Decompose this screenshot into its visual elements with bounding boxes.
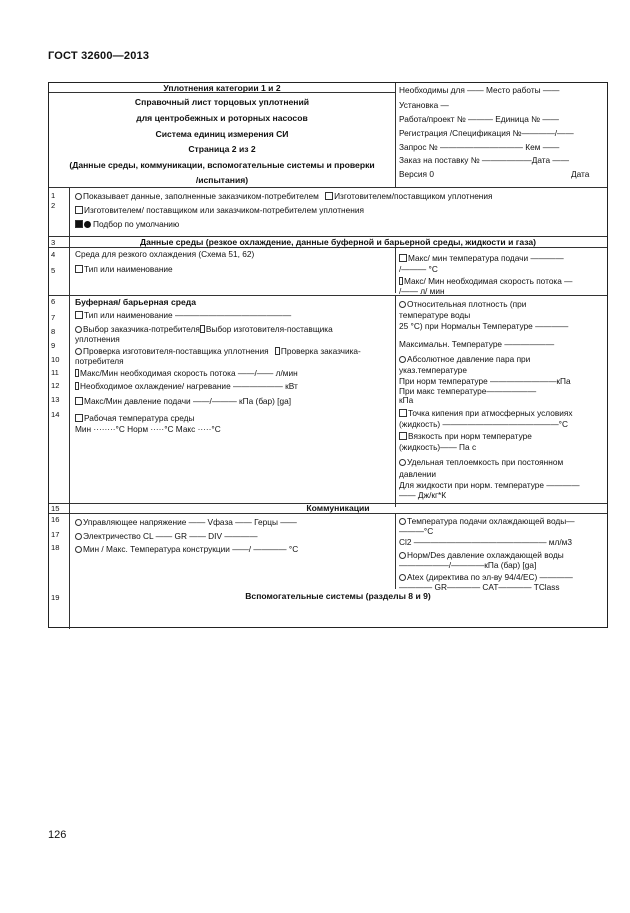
- right-header-3: Работа/проект № ——— Единица № ——: [399, 114, 559, 124]
- vapor-pressure-unit: кПа: [399, 395, 414, 405]
- header-line-4: Система единиц измерения СИ: [155, 129, 289, 139]
- column-divider: [395, 247, 396, 293]
- checkbox-icon[interactable]: [399, 254, 407, 262]
- checkbox-icon[interactable]: [325, 192, 333, 200]
- boiling-point-field[interactable]: (жидкость) ——————————————°С: [399, 419, 568, 429]
- heat-capacity-field[interactable]: Для жидкости при норм. температуре ————: [399, 480, 580, 490]
- cl2-field[interactable]: Cl2 ———————————————— мл/м3: [399, 537, 572, 547]
- checkbox-icon[interactable]: [75, 382, 79, 390]
- density-field[interactable]: 25 °С) при Нормальн Температуре ————: [399, 321, 569, 331]
- row-number: 7: [51, 313, 56, 322]
- checkbox-icon[interactable]: [75, 369, 79, 377]
- quench-temp-field[interactable]: Макс/ мин температура подачи ————: [399, 253, 564, 263]
- atex-field[interactable]: ———— GR———— CAT———— TClass: [399, 582, 560, 592]
- row-number: 6: [51, 297, 56, 306]
- working-temp-values[interactable]: Мин ········°С Норм ·····°С Макс ·····°С: [75, 424, 221, 434]
- row-number: 9: [51, 341, 56, 350]
- checkbox-icon[interactable]: [399, 409, 407, 417]
- density-label: Относительная плотность (при: [399, 299, 526, 309]
- row-number: 1: [51, 191, 56, 200]
- right-header-6: Заказ на поставку № ——————Дата ——: [399, 155, 569, 165]
- selection-row: Выбор заказчика-потребителя Выбор изготовителя-поставщика: [75, 324, 333, 334]
- selection-row-cont: уплотнения: [75, 334, 120, 344]
- section-title-3: Данные среды (резкое охлаждение, данные буферной и барьерной среды, жидкости и газа): [139, 237, 537, 247]
- datasheet-frame: [48, 82, 608, 628]
- cooling-water-pressure-label: Норм/Des давление охлаждающей воды: [399, 550, 564, 560]
- header-line-7: /испытания): [195, 175, 249, 185]
- quench-medium-label: Среда для резкого охлаждения (Схема 51, 62): [75, 249, 255, 259]
- rule: [49, 247, 607, 248]
- row-number: 4: [51, 250, 56, 259]
- row-number: 17: [51, 530, 60, 539]
- filled-circle-icon: [84, 221, 91, 228]
- row-number: 16: [51, 515, 60, 524]
- row-number: 15: [51, 504, 60, 513]
- quench-flow-field[interactable]: Макс/ Мин необходимая скорость потока —: [399, 276, 572, 286]
- rule: [49, 295, 607, 296]
- row-number: 14: [51, 410, 60, 419]
- right-header-4: Регистрация /Спецификация №————/——: [399, 128, 574, 138]
- radio-icon[interactable]: [75, 533, 82, 540]
- buffer-medium-title: Буферная/ барьерная среда: [75, 297, 196, 307]
- vapor-pressure-cont: указ.температуре: [399, 365, 467, 375]
- radio-icon[interactable]: [399, 301, 406, 308]
- viscosity-label: Вязкость при норм температуре: [399, 431, 532, 441]
- checkbox-icon[interactable]: [399, 277, 403, 285]
- row-number: 19: [51, 593, 60, 602]
- header-line-2: Справочный лист торцовых уплотнений: [134, 97, 310, 107]
- column-divider: [395, 513, 396, 589]
- section-title-19: Вспомогательные системы (разделы 8 и 9): [245, 591, 431, 601]
- quench-flow-unit: /—— л/ мин: [399, 286, 445, 296]
- right-header-date: Дата: [571, 169, 590, 179]
- right-header-5: Запрос № —————————— Кем ——: [399, 142, 560, 152]
- heat-capacity-label: Удельная теплоемкость при постоянном: [399, 457, 563, 467]
- row-number: 18: [51, 543, 60, 552]
- buffer-type-field[interactable]: Тип или наименование ——————————————: [75, 310, 291, 320]
- flow-rate-field[interactable]: Макс/Мин необходимая скорость потока ——/—— л/мин: [75, 368, 298, 378]
- column-divider: [395, 295, 396, 507]
- atex-label: Atex (директива по эл-ву 94/4/ЕС) ————: [399, 572, 573, 582]
- radio-icon[interactable]: [399, 518, 406, 525]
- row-number: 11: [51, 368, 59, 377]
- checkbox-icon[interactable]: [200, 325, 205, 333]
- rule: [49, 187, 607, 188]
- max-temp-field[interactable]: Максимальн. Температуре ——————: [399, 339, 555, 349]
- heat-capacity-cont: давлении: [399, 469, 436, 479]
- radio-icon[interactable]: [75, 326, 82, 333]
- voltage-field[interactable]: Управляющее напряжение —— Vфаза —— Герцы ——: [75, 517, 297, 527]
- row-number: 5: [51, 266, 56, 275]
- legend-row-1: Показывает данные, заполненные заказчиком-потребителем Изготовителем/поставщиком уплотнения: [75, 191, 493, 201]
- header-line-3: для центробежных и роторных насосов: [136, 113, 308, 123]
- number-column-divider: [69, 187, 70, 629]
- cooling-water-temp-field[interactable]: ———°С: [399, 526, 434, 536]
- header-line-5: Страница 2 из 2: [188, 144, 256, 154]
- radio-icon[interactable]: [75, 193, 82, 200]
- electricity-field[interactable]: Электричество CL —— GR —— DIV ————: [75, 531, 258, 541]
- row-number: 10: [51, 355, 60, 364]
- radio-icon[interactable]: [399, 574, 406, 581]
- legend-row-3: Подбор по умолчанию: [75, 219, 179, 229]
- radio-icon[interactable]: [399, 356, 406, 363]
- row-number: 12: [51, 381, 60, 390]
- right-header-version: Версия 0: [399, 169, 434, 179]
- section-title-15: Коммуникации: [306, 503, 370, 513]
- quench-type-field[interactable]: Тип или наименование: [75, 264, 173, 274]
- check-row-cont: потребителя: [75, 356, 124, 366]
- checkbox-icon[interactable]: [75, 206, 83, 214]
- radio-icon[interactable]: [75, 519, 82, 526]
- header-divider: [395, 83, 396, 187]
- row-number: 13: [51, 395, 60, 404]
- header-line-6: (Данные среды, коммуникации, вспомогательные системы и проверки: [69, 160, 375, 170]
- rule: [49, 513, 607, 514]
- checkbox-icon[interactable]: [399, 432, 407, 440]
- vapor-pressure-max[interactable]: При макс температуре——————: [399, 386, 537, 396]
- cooling-water-temp-label: Температура подачи охлаждающей воды—: [399, 516, 575, 526]
- cooling-field[interactable]: Необходимое охлаждение/ нагревание —————— кВт: [75, 381, 298, 391]
- radio-icon[interactable]: [399, 459, 406, 466]
- working-temp-label: Рабочая температура среды: [75, 413, 194, 423]
- vapor-pressure-label: Абсолютное давление пара при: [399, 354, 530, 364]
- document-title: ГОСТ 32600—2013: [48, 50, 150, 62]
- right-header-1: Необходимы для —— Место работы ——: [399, 85, 560, 95]
- checkbox-icon[interactable]: [75, 265, 83, 273]
- viscosity-field[interactable]: (жидкость)—— Па с: [399, 442, 477, 452]
- radio-icon[interactable]: [75, 348, 82, 355]
- boiling-point-label: Точка кипения при атмосферных условиях: [399, 408, 573, 418]
- quench-temp-unit: /——— °С: [399, 264, 438, 274]
- row-number: 2: [51, 201, 56, 210]
- filled-square-icon: [75, 220, 83, 228]
- checkbox-icon[interactable]: [75, 414, 83, 422]
- check-row: Проверка изготовителя-поставщика уплотнения Проверка заказчика-: [75, 346, 361, 356]
- cooling-water-pressure-field[interactable]: ——————/————кПа (бар) [gа]: [399, 560, 537, 570]
- construction-temp-field[interactable]: Мин / Макс. Температура конструкции ——/ ———— °С: [75, 544, 298, 554]
- checkbox-icon[interactable]: [75, 311, 83, 319]
- radio-icon[interactable]: [75, 546, 82, 553]
- density-cont: температуре воды: [399, 310, 471, 320]
- vapor-pressure-norm[interactable]: При норм температуре ————————кПа: [399, 376, 571, 386]
- supply-pressure-field[interactable]: Макс/Мин давление подачи ——/——— кПа (бар) [gа]: [75, 396, 291, 406]
- legend-row-2: Изготовителем/ поставщиком или заказчиком-потребителем уплотнения: [75, 205, 364, 215]
- checkbox-icon[interactable]: [75, 397, 83, 405]
- row-number: 3: [51, 238, 56, 247]
- checkbox-icon[interactable]: [275, 347, 280, 355]
- header-line-1: Уплотнения категории 1 и 2: [163, 83, 281, 93]
- row-number: 8: [51, 327, 56, 336]
- right-header-2: Установка —: [399, 100, 449, 110]
- heat-capacity-unit: —— Дж/кг*К: [399, 490, 447, 500]
- radio-icon[interactable]: [399, 552, 406, 559]
- page-number: 126: [48, 829, 67, 841]
